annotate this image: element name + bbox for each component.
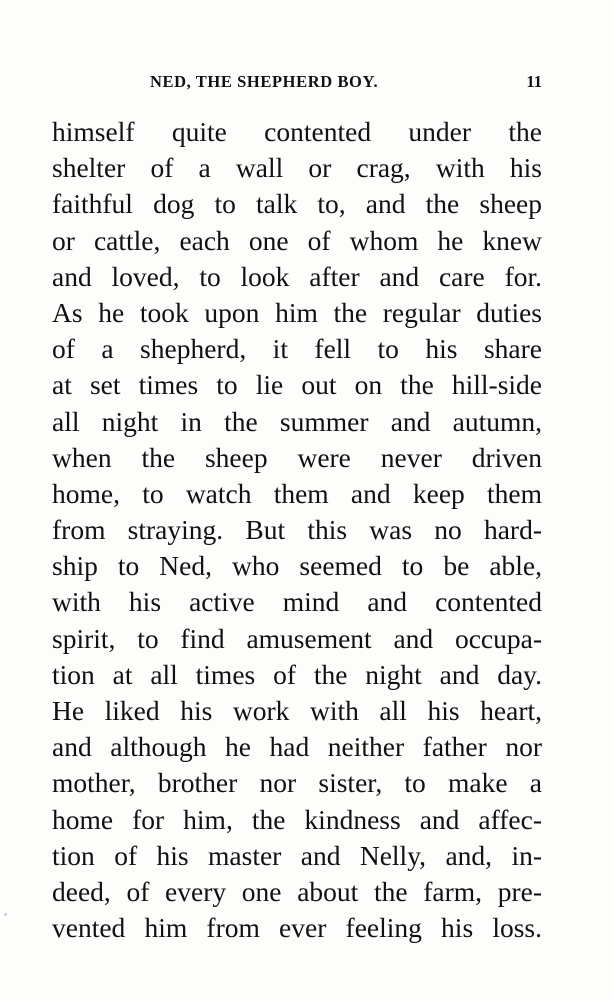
text-line: tion of his master and Nelly, and, in- <box>52 839 542 871</box>
text-line: shelter of a wall or crag, with his <box>52 152 542 184</box>
text-line: of a shepherd, it fell to his share <box>52 333 542 365</box>
text-line: from straying. But this was no hard- <box>52 514 542 546</box>
text-line: with his active mind and contented <box>52 586 542 618</box>
text-line: home, to watch them and keep them <box>52 477 542 509</box>
text-line: tion at all times of the night and day. <box>52 658 542 690</box>
text-line: and loved, to look after and care for. <box>52 260 542 292</box>
body-text <box>52 114 542 946</box>
text-line: at set times to lie out on the hill-side <box>52 369 542 401</box>
text-line: mother, brother nor sister, to make a <box>52 767 542 799</box>
text-line: when the sheep were never driven <box>52 441 542 473</box>
page-number: 11 <box>526 72 542 91</box>
running-header <box>52 70 542 100</box>
text-line: ship to Ned, who seemed to be able, <box>52 550 542 582</box>
running-title: NED, THE SHEPHERD BOY. <box>150 72 379 91</box>
text-line: He liked his work with all his heart, <box>52 695 542 726</box>
text-line: faithful dog to talk to, and the sheep <box>52 188 542 220</box>
text-line: deed, of every one about the farm, pre- <box>52 875 542 907</box>
text-line: home for him, the kindness and affec- <box>52 803 542 835</box>
text-line: all night in the summer and autumn, <box>52 405 542 437</box>
text-line: or cattle, each one of whom he knew <box>52 224 542 256</box>
text-line: spirit, to find amusement and occupa- <box>52 622 542 654</box>
text-line: vented him from ever feeling his loss. <box>52 912 542 944</box>
paper-speck <box>4 913 7 916</box>
text-line: himself quite contented under the <box>52 116 542 147</box>
text-line: and although he had neither father nor <box>52 731 542 763</box>
text-line: As he took upon him the regular duties <box>52 296 542 328</box>
